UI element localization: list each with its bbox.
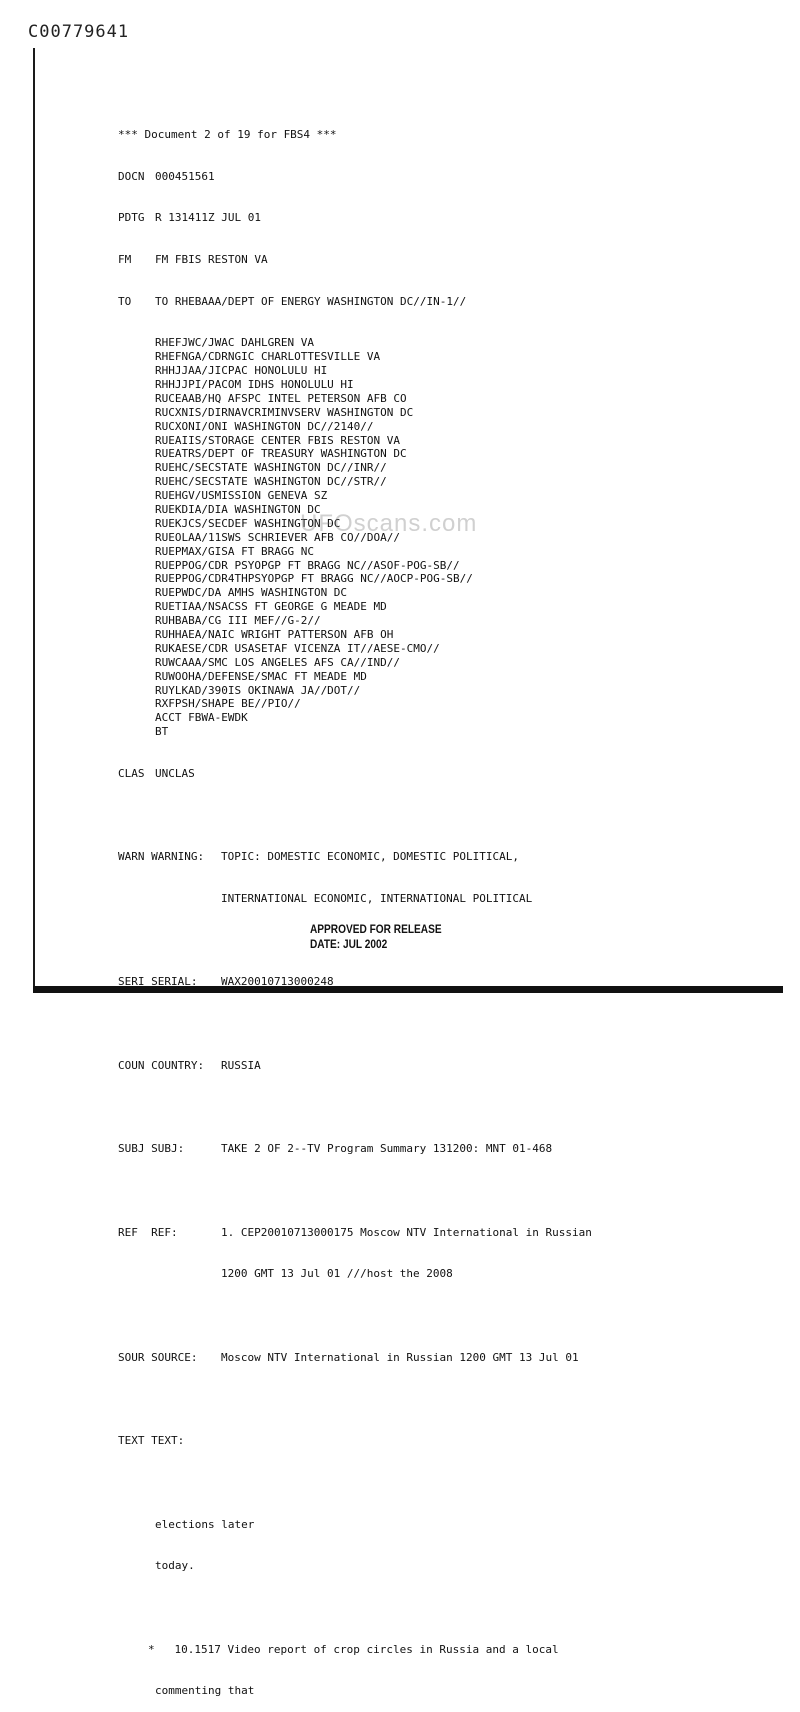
- addressee-line: RUHHAEA/NAIC WRIGHT PATTERSON AFB OH: [155, 628, 394, 642]
- document-id: C00779641: [28, 22, 130, 42]
- addressee-line: BT: [155, 725, 169, 739]
- addressee-line: RUCXONI/ONI WASHINGTON DC//2140//: [155, 419, 374, 433]
- addressee-line: RUEAIIS/STORAGE CENTER FBIS RESTON VA: [155, 433, 401, 447]
- addressee-line: ACCT FBWA-EWDK: [155, 711, 248, 725]
- subject-line: SUBJ SUBJ: TAKE 2 OF 2--TV Program Summary 131200: MNT 01-468: [118, 1142, 553, 1156]
- country-line: COUN COUNTRY: RUSSIA: [118, 1058, 261, 1072]
- addressee-line: RUYLKAD/390IS OKINAWA JA//DOT//: [155, 683, 361, 697]
- cable-body: [118, 100, 778, 1712]
- addressee-line: RXFPSH/SHAPE BE//PIO//: [155, 697, 301, 711]
- addressee-line: RUEPMAX/GISA FT BRAGG NC: [155, 544, 314, 558]
- release-stamp-line-2: DATE: JUL 2002: [310, 939, 388, 951]
- addressee-line: RHHJJPI/PACOM IDHS HONOLULU HI: [155, 378, 354, 391]
- addressee-line: RHHJJAA/JICPAC HONOLULU HI: [155, 364, 328, 378]
- bullet-item-line-2: commenting that: [155, 1684, 255, 1698]
- addressee-line: RUEHGV/USMISSION GENEVA SZ: [155, 489, 328, 503]
- warn-line: WARN WARNING: TOPIC: DOMESTIC ECONOMIC, DOMESTIC POLITICAL,: [118, 850, 520, 864]
- addressee-line: RUEPWDC/DA AMHS WASHINGTON DC: [155, 586, 348, 600]
- addressee-line: RUKAESE/CDR USASETAF VICENZA IT//AESE-CMO//: [155, 641, 440, 655]
- addressee-line: RUWCAAA/SMC LOS ANGELES AFS CA//IND//: [155, 655, 401, 669]
- ref-line: REF REF: 1. CEP20010713000175 Moscow NTV International in Russian: [118, 1225, 592, 1239]
- addressee-line: RUEKDIA/DIA WASHINGTON DC: [155, 503, 321, 517]
- addressee-line: RUEHC/SECSTATE WASHINGTON DC//INR//: [155, 461, 387, 475]
- to-line: TO TO RHEBAAA/DEPT OF ENERGY WASHINGTON DC//IN-1//: [118, 294, 467, 308]
- bullet-item-line-1: * 10.1517 Video report of crop circles in Russia and a local: [148, 1642, 559, 1656]
- addressee-line: RUEOLAA/11SWS SCHRIEVER AFB CO//DOA//: [155, 530, 401, 544]
- clas-line: CLAS UNCLAS: [118, 766, 195, 780]
- addressee-line: RUEPPOG/CDR PSYOPGP FT BRAGG NC//ASOF-POG-SB//: [155, 558, 460, 572]
- addressee-line: RHEFNGA/CDRNGIC CHARLOTTESVILLE VA: [155, 350, 381, 364]
- source-line: SOUR SOURCE: Moscow NTV International in Russian 1200 GMT 13 Jul 01: [118, 1350, 579, 1364]
- docn-line: DOCN 000451561: [118, 169, 215, 183]
- addressee-line: RUEKJCS/SECDEF WASHINGTON DC: [155, 516, 341, 530]
- pdtg-line: PDTG R 131411Z JUL 01: [118, 211, 261, 225]
- text-paragraph-line-2: today.: [155, 1559, 195, 1573]
- addressee-line: RUEATRS/DEPT OF TREASURY WASHINGTON DC: [155, 447, 407, 461]
- release-stamp: [310, 923, 442, 953]
- text-label: TEXT TEXT:: [118, 1434, 185, 1448]
- left-margin-bar: [33, 48, 35, 990]
- watermark: UFOscans.com: [300, 510, 478, 537]
- addressee-line: RUCXNIS/DIRNAVCRIMINVSERV WASHINGTON DC: [155, 405, 414, 419]
- addressee-line: RUCEAAB/HQ AFSPC INTEL PETERSON AFB CO: [155, 391, 407, 405]
- addressee-line: RHEFJWC/JWAC DAHLGREN VA: [155, 336, 314, 350]
- document-title: *** Document 2 of 19 for FBS4 ***: [118, 127, 337, 141]
- addressee-line: RUEPPOG/CDR4THPSYOPGP FT BRAGG NC//AOCP-POG-SB//: [155, 572, 473, 586]
- warn-line-2: INTERNATIONAL ECONOMIC, INTERNATIONAL POLITICAL: [221, 892, 533, 906]
- release-stamp-line-1: APPROVED FOR RELEASE: [310, 924, 442, 936]
- addressee-line: RUEHC/SECSTATE WASHINGTON DC//STR//: [155, 475, 387, 489]
- addressee-line: RUWOOHA/DEFENSE/SMAC FT MEADE MD: [155, 669, 367, 683]
- addressee-line: RUETIAA/NSACSS FT GEORGE G MEADE MD: [155, 600, 387, 614]
- addressee-line: RUHBABA/CG III MEF//G-2//: [155, 614, 321, 628]
- serial-line: SERI SERIAL: WAX20010713000248: [118, 975, 334, 989]
- text-paragraph-line-1: elections later: [155, 1517, 255, 1531]
- ref-line-2: 1200 GMT 13 Jul 01 ///host the 2008: [221, 1267, 453, 1281]
- fm-line: FM FM FBIS RESTON VA: [118, 252, 268, 266]
